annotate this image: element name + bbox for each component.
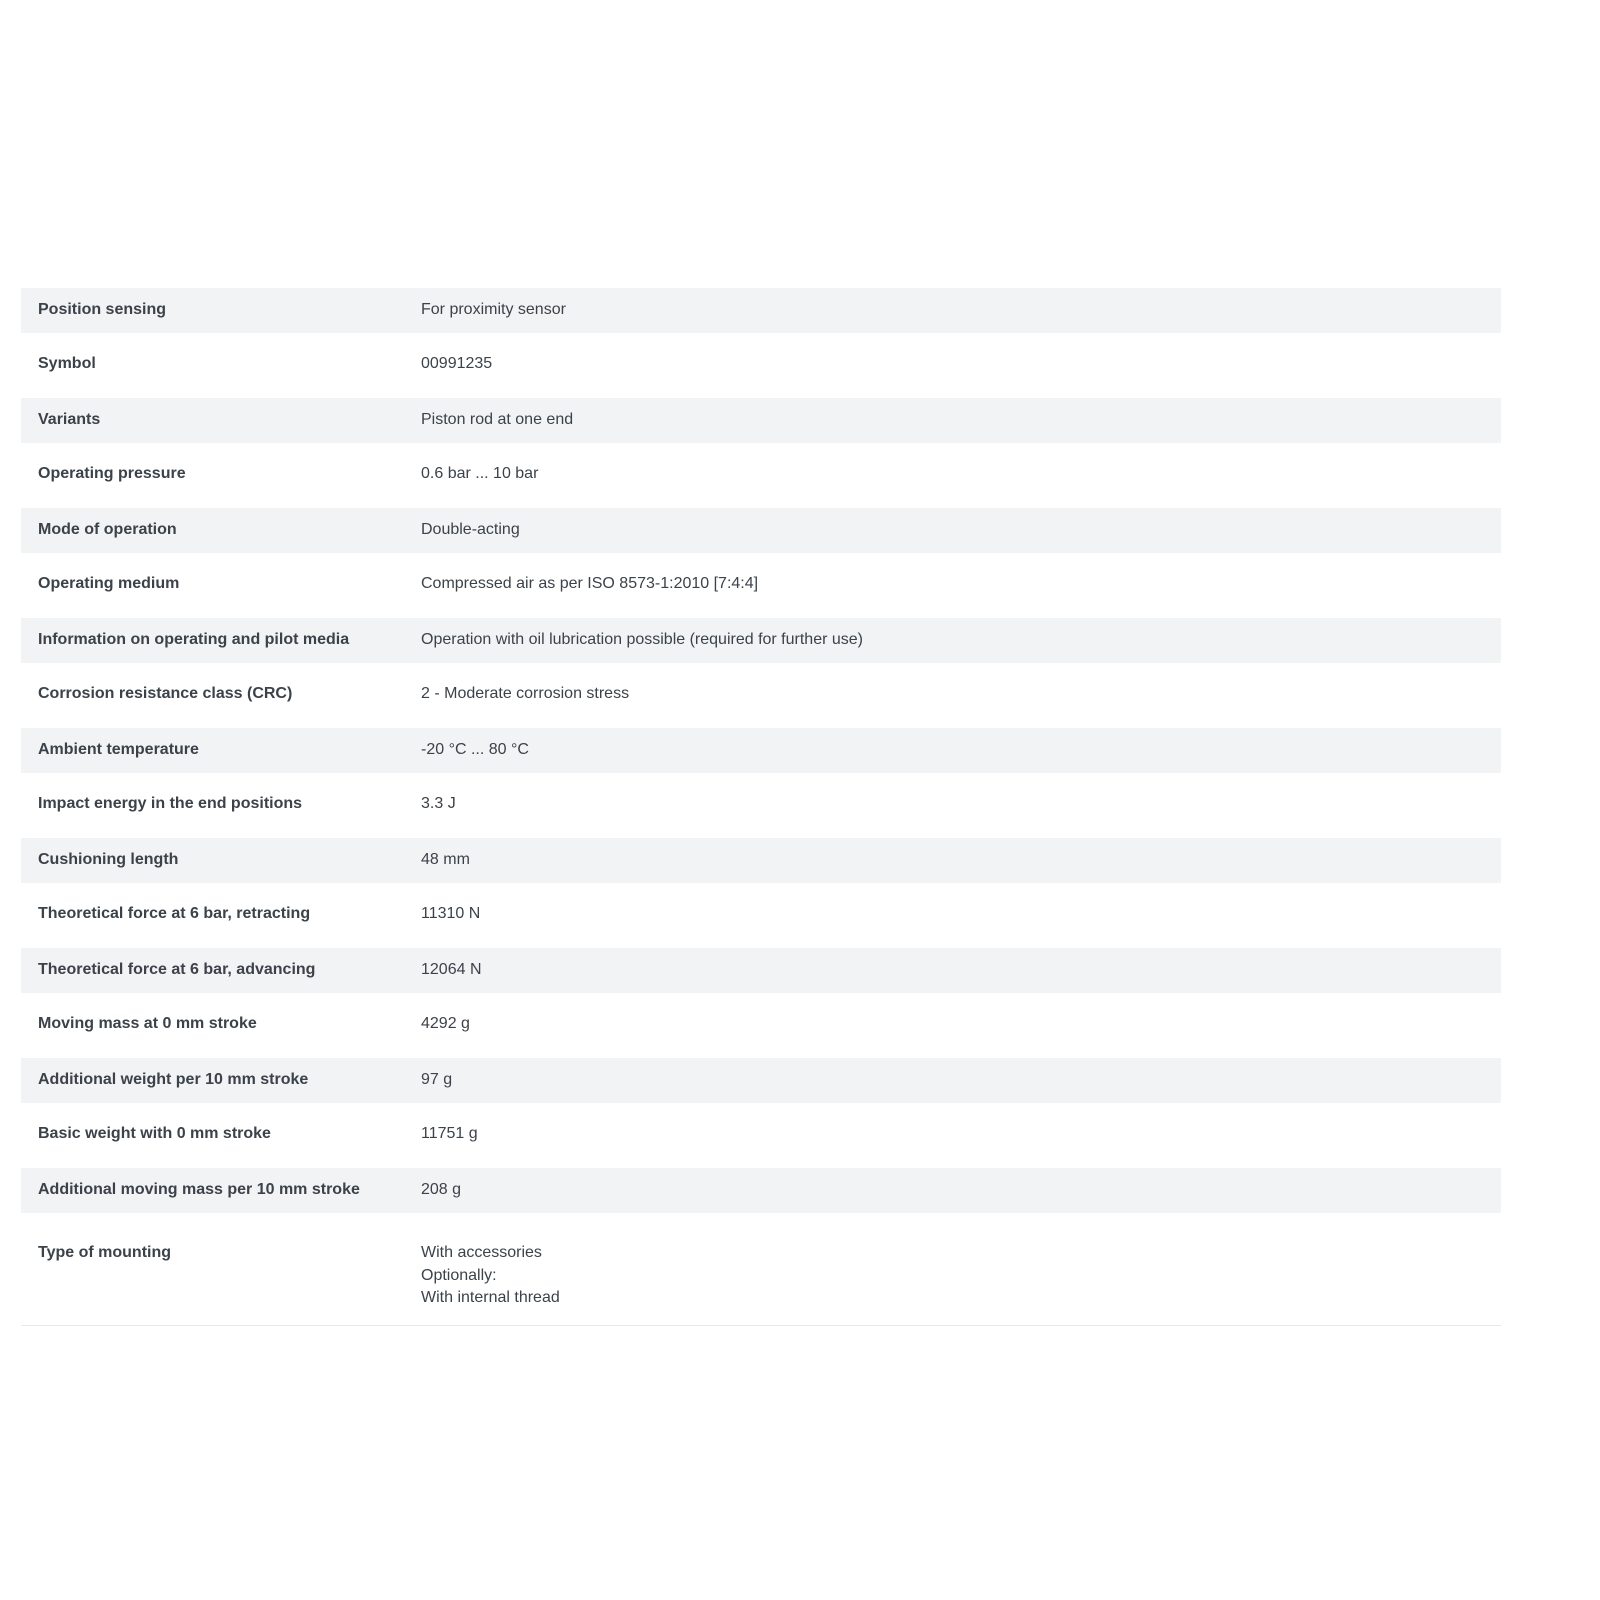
spec-row	[21, 1058, 1501, 1103]
spec-label: Additional weight per 10 mm stroke	[38, 1071, 309, 1088]
spec-value: 11310 N	[421, 905, 481, 922]
spec-row	[21, 728, 1501, 773]
spec-label: Corrosion resistance class (CRC)	[38, 685, 293, 702]
spec-value: Double-acting	[421, 521, 520, 538]
spec-label: Type of mounting	[38, 1244, 172, 1261]
spec-value: Piston rod at one end	[421, 411, 574, 428]
spec-row	[21, 333, 1501, 398]
spec-label: Moving mass at 0 mm stroke	[38, 1015, 257, 1032]
spec-row	[21, 773, 1501, 838]
spec-row	[21, 883, 1501, 948]
spec-row-mounting	[21, 1223, 1501, 1326]
spec-row	[21, 288, 1501, 333]
value-line: With accessories	[421, 1244, 542, 1261]
spec-row	[21, 508, 1501, 553]
spec-row	[21, 993, 1501, 1058]
spec-label: Basic weight with 0 mm stroke	[38, 1125, 271, 1142]
spec-value: 97 g	[421, 1071, 453, 1088]
value-line: With internal thread	[421, 1289, 560, 1306]
spec-value: 4292 g	[421, 1015, 470, 1032]
spec-value: 2 - Moderate corrosion stress	[421, 685, 630, 702]
spec-label: Impact energy in the end positions	[38, 795, 303, 812]
spec-value: 208 g	[421, 1181, 462, 1198]
spec-label: Mode of operation	[38, 521, 177, 538]
spec-row	[21, 1168, 1501, 1213]
spec-row	[21, 553, 1501, 618]
spec-value: -20 °C ... 80 °C	[421, 741, 529, 758]
spec-label: Theoretical force at 6 bar, advancing	[38, 961, 316, 978]
spec-label: Theoretical force at 6 bar, retracting	[38, 905, 311, 922]
spec-value: 00991235	[421, 355, 493, 372]
spec-value: 0.6 bar ... 10 bar	[421, 465, 539, 482]
spec-label: Additional moving mass per 10 mm stroke	[38, 1181, 360, 1198]
value-line: Optionally:	[421, 1267, 497, 1284]
spec-row	[21, 398, 1501, 443]
spec-value: Compressed air as per ISO 8573-1:2010 [7:4:4]	[421, 575, 759, 592]
spec-value: 48 mm	[421, 851, 470, 868]
spec-value: Operation with oil lubrication possible (required for further use)	[421, 631, 863, 648]
spec-label: Symbol	[38, 355, 96, 372]
spec-label: Cushioning length	[38, 851, 179, 868]
spec-row	[21, 443, 1501, 508]
spec-row	[21, 948, 1501, 993]
spec-row	[21, 1103, 1501, 1168]
spec-value: For proximity sensor	[421, 301, 566, 318]
spec-row	[21, 663, 1501, 728]
spec-value-multiline	[421, 1223, 1501, 1311]
spec-label: Information on operating and pilot media	[38, 631, 350, 648]
spec-row	[21, 618, 1501, 663]
spec-label: Ambient temperature	[38, 741, 199, 758]
spec-value: 12064 N	[421, 961, 482, 978]
spec-label: Operating pressure	[38, 465, 186, 482]
spec-label: Variants	[38, 411, 101, 428]
spec-label: Position sensing	[38, 301, 167, 318]
spec-value: 11751 g	[421, 1125, 478, 1142]
spec-row	[21, 838, 1501, 883]
spec-value: 3.3 J	[421, 795, 456, 812]
spec-table	[21, 288, 1501, 1326]
spec-label: Operating medium	[38, 575, 180, 592]
